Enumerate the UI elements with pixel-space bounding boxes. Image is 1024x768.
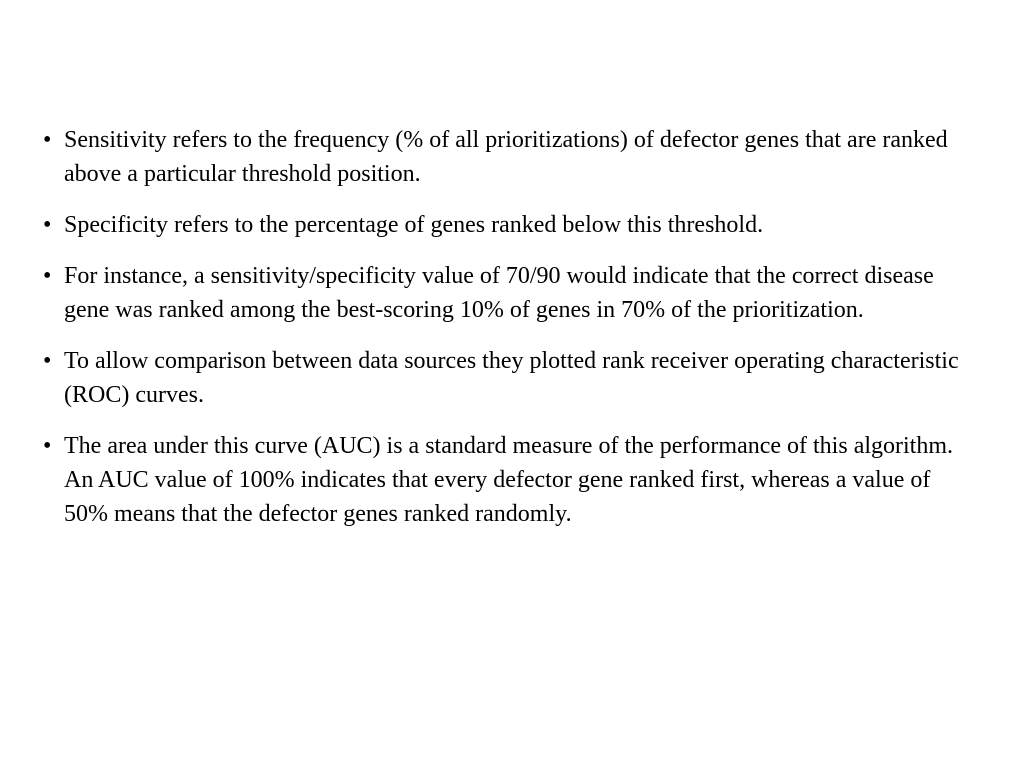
bullet-icon: • — [43, 127, 52, 153]
bullet-item-roc — [43, 344, 973, 412]
bullet-item-example — [43, 259, 973, 327]
bullet-text: Specificity refers to the percentage of genes ranked below this threshold. — [64, 212, 764, 238]
bullet-text: To allow comparison between data sources they plotted rank receiver operating characteristic (ROC) curves. — [64, 348, 959, 408]
bullet-icon: • — [43, 212, 52, 238]
bullet-text: For instance, a sensitivity/specificity value of 70/90 would indicate that the correct disease gene was ranked among the best-scoring 10% of genes in 70% of the prioritization. — [64, 263, 934, 323]
bullet-icon: • — [43, 263, 52, 289]
bullet-text: The area under this curve (AUC) is a standard measure of the performance of this algorithm. An AUC value of 100% indicates that every defector gene ranked first, whereas a value of 50% means that the defector genes ranked randomly. — [64, 433, 954, 527]
bullet-item-specificity — [43, 208, 973, 242]
bullet-text: Sensitivity refers to the frequency (% of all prioritizations) of defector genes that are ranked above a particular threshold position. — [64, 127, 948, 187]
bullet-icon: • — [43, 433, 52, 459]
bullet-item-auc — [43, 429, 973, 531]
bullet-icon: • — [43, 348, 52, 374]
bullet-list — [43, 123, 973, 548]
bullet-item-sensitivity — [43, 123, 973, 191]
